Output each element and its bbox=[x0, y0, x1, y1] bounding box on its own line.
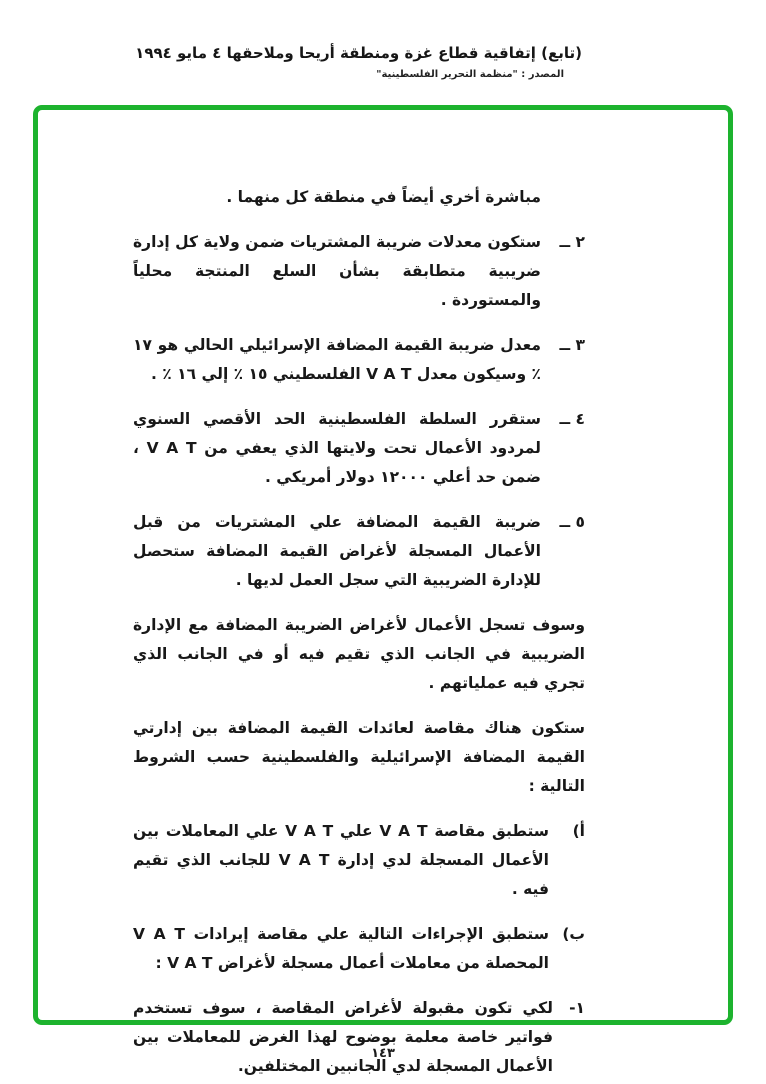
paragraph-8 bbox=[133, 817, 585, 904]
page-header bbox=[135, 44, 582, 80]
item-marker: ١- bbox=[569, 999, 585, 1017]
paragraph-7 bbox=[133, 714, 585, 801]
item-text: ستطبق مقاصة V A T علي V A T علي المعاملات بين الأعمال المسجلة لدي إدارة V A T للجانب الذي تقيم فيه . bbox=[133, 822, 550, 898]
paragraph-5 bbox=[133, 508, 585, 595]
paragraph-2 bbox=[133, 228, 585, 315]
item-text: ستكون هناك مقاصة لعائدات القيمة المضافة بين إدارتي القيمة المضافة الإسرائيلية والفلسطينية حسب الشروط التالية : bbox=[133, 719, 585, 795]
paragraph-6 bbox=[133, 611, 585, 698]
item-marker: ٣ ــ bbox=[559, 336, 585, 354]
paragraph-3 bbox=[133, 331, 585, 389]
paragraph-9 bbox=[133, 920, 585, 978]
item-marker: أ) bbox=[572, 822, 585, 840]
item-text: ستقرر السلطة الفلسطينية الحد الأقصي السنوي لمردود الأعمال تحت ولايتها الذي يعفي من V A T ، ضمن حد أعلي ١٢٠٠٠ دولار أمريكي . bbox=[133, 410, 541, 486]
paragraph-1 bbox=[133, 183, 585, 212]
item-marker: ٥ ــ bbox=[559, 513, 585, 531]
item-text: ضريبة القيمة المضافة علي المشتريات من قبل الأعمال المسجلة لأغراض القيمة المضافة ستحصل للإدارة الضريبية التي سجل العمل لديها . bbox=[133, 513, 541, 589]
item-text: وسوف تسجل الأعمال لأغراض الضريبة المضافة مع الإدارة الضريبية في الجانب الذي تقيم فيه أو في الجانب الذي تجري فيه عملياتهم . bbox=[133, 616, 585, 692]
item-text: ستطبق الإجراءات التالية علي مقاصة إيرادات V A T المحصلة من معاملات أعمال مسجلة لأغراض V A T : bbox=[133, 925, 549, 972]
item-marker: ٢ ــ bbox=[559, 233, 585, 251]
item-text: معدل ضريبة القيمة المضافة الإسرائيلي الحالي هو ١٧ ٪ وسيكون معدل V A T الفلسطيني ١٥ ٪ إلي ١٦ ٪ . bbox=[133, 336, 541, 383]
page-number: ١٤٣ bbox=[371, 1046, 395, 1061]
paragraph-4 bbox=[133, 405, 585, 492]
item-text: لكي تكون مقبولة لأغراض المقاصة ، سوف تستخدم فواتير خاصة معلمة بوضوح لهذا الغرض للمعاملات بين الأعمال المسجلة لدي الجانبين المختلفين. bbox=[133, 999, 553, 1075]
item-marker: ٤ ــ bbox=[559, 410, 585, 428]
item-marker: ب) bbox=[562, 925, 585, 943]
item-text: مباشرة أخري أيضاً في منطقة كل منهما . bbox=[226, 188, 541, 206]
paragraph-10 bbox=[133, 994, 585, 1081]
item-text: ستكون معدلات ضريبة المشتريات ضمن ولاية كل إدارة ضريبية متطابقة بشأن السلع المنتجة محلياً والمستوردة . bbox=[133, 233, 541, 309]
document-source: المصدر : "منظمة التحرير الفلسطينية" bbox=[376, 69, 564, 80]
document-title: (تابع) إتفاقية قطاع غزة ومنطقة أريحا وملاحقها ٤ مايو ١٩٩٤ bbox=[135, 44, 582, 62]
document-body bbox=[133, 183, 585, 1081]
